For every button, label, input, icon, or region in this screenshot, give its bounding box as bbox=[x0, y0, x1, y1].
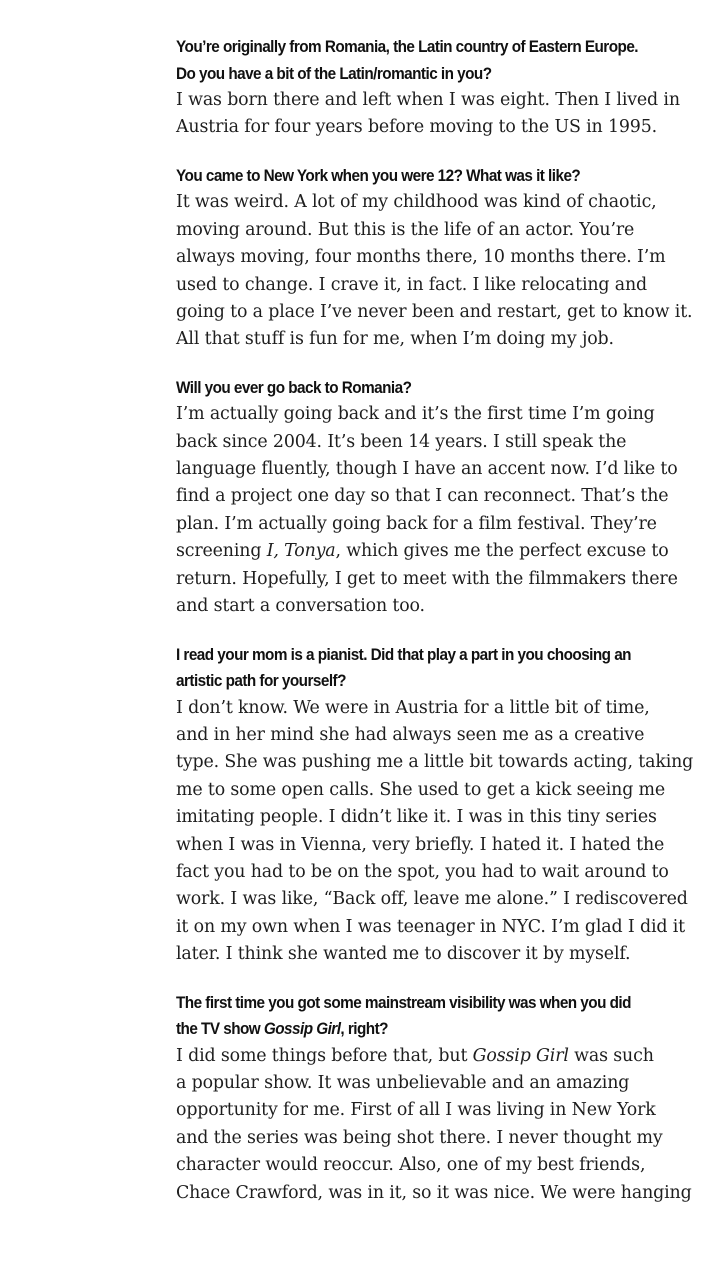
answer-line: type. She was pushing me a little bit towards acting, taking bbox=[176, 752, 694, 773]
answer-line: always moving, four months there, 10 months there. I’m bbox=[176, 247, 666, 268]
qa-section bbox=[176, 34, 706, 142]
interview-answer bbox=[176, 1043, 706, 1207]
qa-section bbox=[176, 642, 706, 969]
answer-line: language fluently, though I have an accent now. I’d like to bbox=[176, 459, 678, 480]
qa-section bbox=[176, 375, 706, 621]
question-line: Will you ever go back to Romania? bbox=[176, 377, 412, 397]
answer-line: I don’t know. We were in Austria for a little bit of time, bbox=[176, 697, 650, 718]
answer-line: it on my own when I was teenager in NYC. I’m glad I did it bbox=[176, 916, 685, 937]
interview-question bbox=[176, 375, 707, 402]
question-line: the TV show Gossip Girl, right? bbox=[176, 1019, 388, 1039]
interview-answer bbox=[176, 87, 706, 142]
work-title: I, Tonya bbox=[266, 541, 336, 562]
interview-question bbox=[176, 163, 707, 190]
answer-line: find a project one day so that I can reconnect. That’s the bbox=[176, 486, 669, 507]
interview-question bbox=[176, 642, 707, 695]
answer-line: used to change. I crave it, in fact. I like relocating and bbox=[176, 274, 648, 295]
answer-line: going to a place I’ve never been and restart, get to know it. bbox=[176, 301, 693, 322]
answer-line: imitating people. I didn’t like it. I was in this tiny series bbox=[176, 807, 657, 828]
answer-line: Chace Crawford, was in it, so it was nice. We were hanging bbox=[176, 1182, 692, 1203]
interview-question bbox=[176, 34, 707, 87]
answer-line: Austria for four years before moving to the US in 1995. bbox=[176, 117, 657, 138]
answer-line: back since 2004. It’s been 14 years. I still speak the bbox=[176, 431, 627, 452]
answer-line: All that stuff is fun for me, when I’m doing my job. bbox=[176, 329, 614, 350]
answer-line: character would reoccur. Also, one of my best friends, bbox=[176, 1155, 646, 1176]
interview-answer bbox=[176, 401, 706, 620]
answer-line: plan. I’m actually going back for a film festival. They’re bbox=[176, 513, 657, 534]
qa-section bbox=[176, 990, 706, 1207]
answer-line: when I was in Vienna, very briefly. I hated it. I hated the bbox=[176, 834, 665, 855]
question-line: artistic path for yourself? bbox=[176, 671, 346, 690]
question-line: Do you have a bit of the Latin/romantic in you? bbox=[176, 63, 492, 83]
interview-question bbox=[176, 990, 707, 1043]
work-title: Gossip Girl bbox=[263, 1019, 341, 1039]
answer-line: I was born there and left when I was eight. Then I lived in bbox=[176, 90, 680, 110]
answer-line: and in her mind she had always seen me as a creative bbox=[176, 724, 645, 745]
answer-line: opportunity for me. First of all I was living in New York bbox=[176, 1100, 656, 1121]
interview-article bbox=[176, 34, 706, 1228]
answer-line: It was weird. A lot of my childhood was kind of chaotic, bbox=[176, 192, 657, 213]
answer-line: a popular show. It was unbelievable and an amazing bbox=[176, 1072, 630, 1093]
article-body bbox=[176, 34, 706, 1207]
answer-line: and the series was being shot there. I never thought my bbox=[176, 1127, 663, 1148]
answer-line: work. I was like, “Back off, leave me alone.” I rediscovered bbox=[176, 889, 688, 910]
answer-line: I did some things before that, but Gossip Girl was such bbox=[176, 1045, 654, 1066]
answer-line: I’m actually going back and it’s the first time I’m going bbox=[176, 404, 655, 425]
answer-line: later. I think she wanted me to discover it by myself. bbox=[176, 944, 631, 965]
answer-line: return. Hopefully, I get to meet with the filmmakers there bbox=[176, 568, 678, 589]
question-line: I read your mom is a pianist. Did that play a part in you choosing an bbox=[176, 644, 631, 664]
question-line: You’re originally from Romania, the Latin country of Eastern Europe. bbox=[176, 37, 639, 56]
answer-line: fact you had to be on the spot, you had to wait around to bbox=[176, 861, 669, 882]
work-title: Gossip Girl bbox=[472, 1045, 569, 1066]
answer-line: and start a conversation too. bbox=[176, 596, 425, 617]
interview-answer bbox=[176, 695, 706, 969]
question-line: The first time you got some mainstream visibility was when you did bbox=[176, 992, 631, 1012]
answer-line: moving around. But this is the life of an actor. You’re bbox=[176, 219, 635, 240]
qa-section bbox=[176, 163, 706, 354]
interview-answer bbox=[176, 189, 706, 353]
answer-line: screening I, Tonya, which gives me the perfect excuse to bbox=[176, 541, 669, 562]
answer-line: me to some open calls. She used to get a kick seeing me bbox=[176, 779, 666, 800]
question-line: You came to New York when you were 12? What was it like? bbox=[176, 165, 581, 185]
